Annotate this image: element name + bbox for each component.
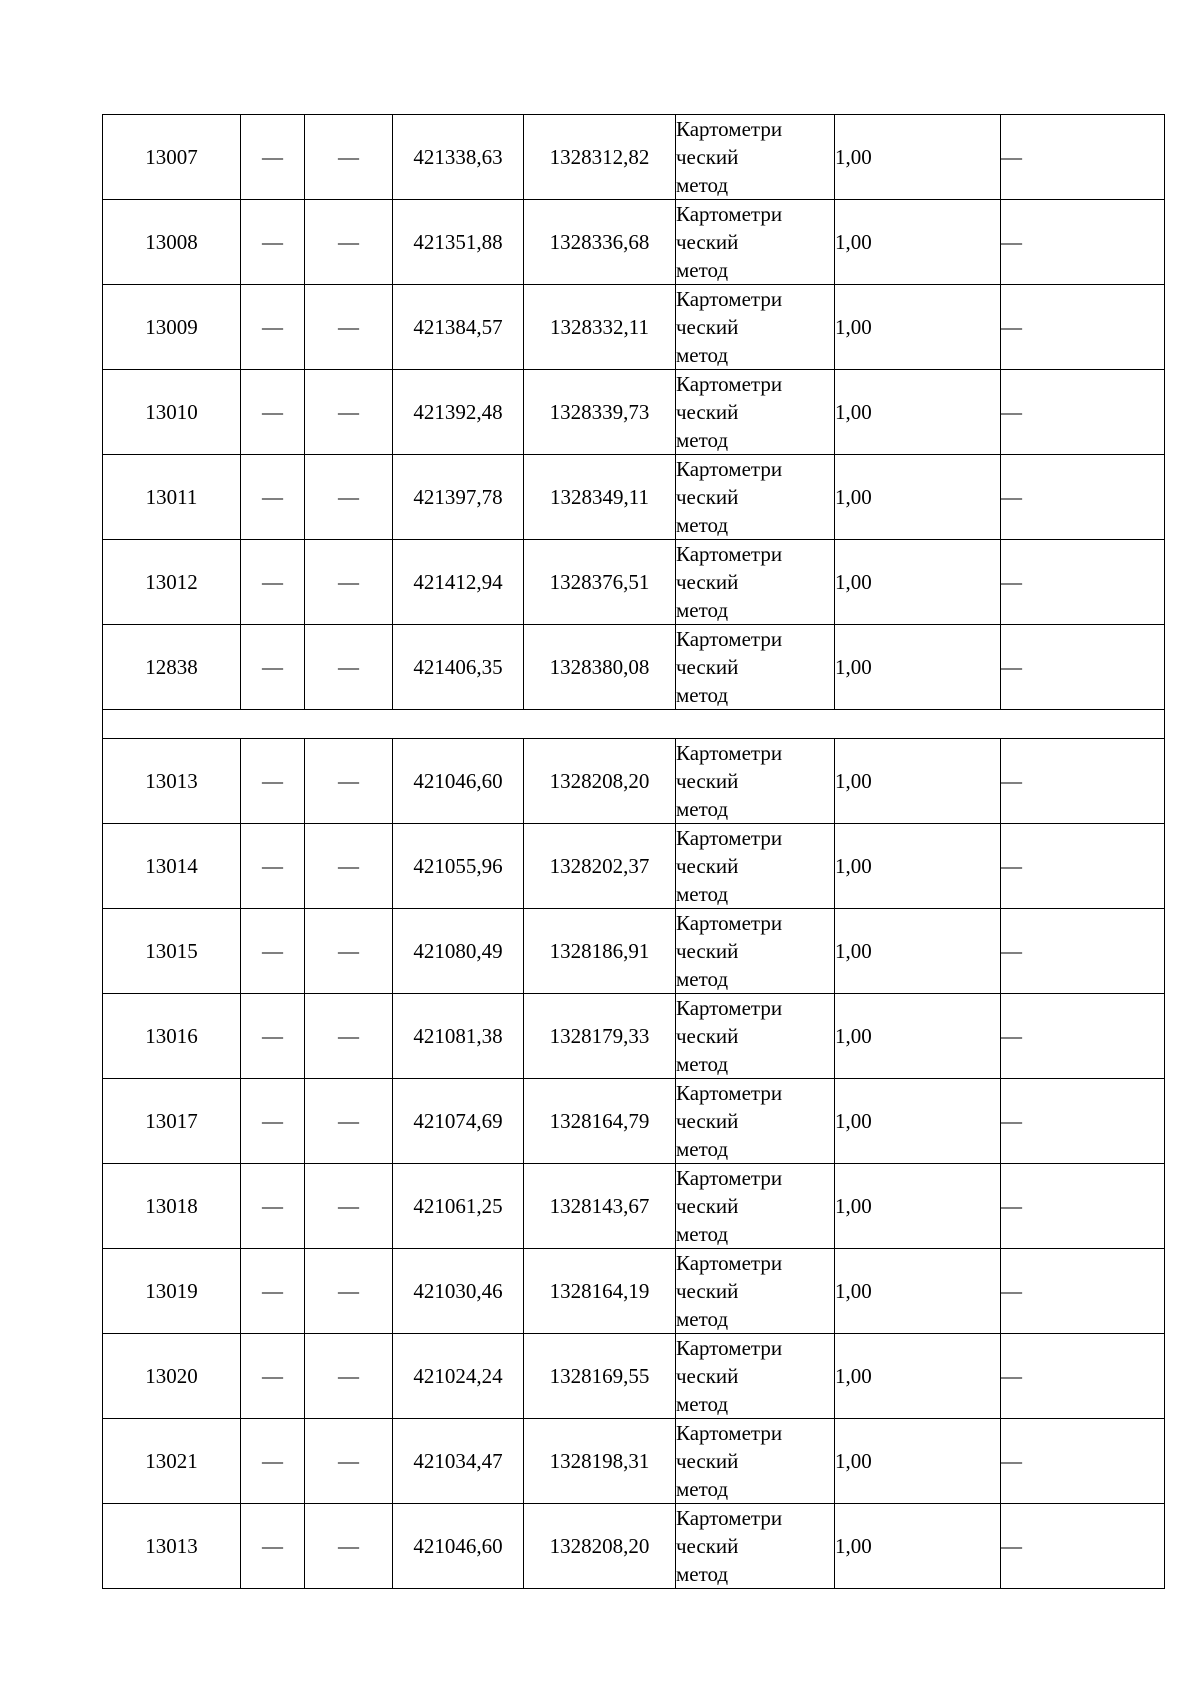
dash-cell: — [241, 1079, 305, 1164]
table-row [103, 1164, 1165, 1249]
x-coordinate-cell: 421397,78 [393, 455, 524, 540]
dash-cell: — [241, 370, 305, 455]
dash-cell: — [305, 994, 393, 1079]
dash-cell: — [305, 1504, 393, 1589]
accuracy-cell: 1,00 [835, 1504, 1001, 1589]
accuracy-cell: 1,00 [835, 1079, 1001, 1164]
y-coordinate-cell: 1328186,91 [524, 909, 676, 994]
dash-cell: — [305, 115, 393, 200]
dash-cell: — [305, 909, 393, 994]
dash-cell: — [305, 1419, 393, 1504]
point-number-cell: 13012 [103, 540, 241, 625]
y-coordinate-cell: 1328202,37 [524, 824, 676, 909]
point-number-cell: 13017 [103, 1079, 241, 1164]
table-row [103, 1334, 1165, 1419]
dash-cell: — [241, 540, 305, 625]
accuracy-cell: 1,00 [835, 739, 1001, 824]
x-coordinate-cell: 421055,96 [393, 824, 524, 909]
y-coordinate-cell: 1328169,55 [524, 1334, 676, 1419]
note-cell: — [1001, 824, 1165, 909]
note-cell: — [1001, 739, 1165, 824]
table-row [103, 455, 1165, 540]
dash-cell: — [305, 1079, 393, 1164]
y-coordinate-cell: 1328179,33 [524, 994, 676, 1079]
table-row [103, 824, 1165, 909]
x-coordinate-cell: 421024,24 [393, 1334, 524, 1419]
y-coordinate-cell: 1328336,68 [524, 200, 676, 285]
x-coordinate-cell: 421046,60 [393, 739, 524, 824]
accuracy-cell: 1,00 [835, 370, 1001, 455]
point-number-cell: 13007 [103, 115, 241, 200]
dash-cell: — [241, 1249, 305, 1334]
note-cell: — [1001, 1164, 1165, 1249]
table-row [103, 200, 1165, 285]
point-number-cell: 13021 [103, 1419, 241, 1504]
y-coordinate-cell: 1328349,11 [524, 455, 676, 540]
point-number-cell: 13013 [103, 1504, 241, 1589]
x-coordinate-cell: 421406,35 [393, 625, 524, 710]
x-coordinate-cell: 421351,88 [393, 200, 524, 285]
method-cell: Картометри ческий метод [676, 909, 835, 994]
note-cell: — [1001, 994, 1165, 1079]
dash-cell: — [241, 1504, 305, 1589]
dash-cell: — [305, 625, 393, 710]
note-cell: — [1001, 1249, 1165, 1334]
method-cell: Картометри ческий метод [676, 455, 835, 540]
table-row [103, 1079, 1165, 1164]
note-cell: — [1001, 540, 1165, 625]
dash-cell: — [241, 200, 305, 285]
method-cell: Картометри ческий метод [676, 1334, 835, 1419]
dash-cell: — [305, 370, 393, 455]
y-coordinate-cell: 1328208,20 [524, 739, 676, 824]
dash-cell: — [241, 739, 305, 824]
point-number-cell: 13018 [103, 1164, 241, 1249]
point-number-cell: 13014 [103, 824, 241, 909]
dash-cell: — [241, 1334, 305, 1419]
empty-divider-cell [103, 710, 1165, 739]
point-number-cell: 13015 [103, 909, 241, 994]
dash-cell: — [305, 1334, 393, 1419]
table-row [103, 115, 1165, 200]
table-row [103, 1419, 1165, 1504]
point-number-cell: 13016 [103, 994, 241, 1079]
method-cell: Картометри ческий метод [676, 739, 835, 824]
accuracy-cell: 1,00 [835, 909, 1001, 994]
y-coordinate-cell: 1328164,19 [524, 1249, 676, 1334]
point-number-cell: 13010 [103, 370, 241, 455]
dash-cell: — [305, 200, 393, 285]
note-cell: — [1001, 625, 1165, 710]
x-coordinate-cell: 421034,47 [393, 1419, 524, 1504]
x-coordinate-cell: 421412,94 [393, 540, 524, 625]
method-cell: Картометри ческий метод [676, 1249, 835, 1334]
table-body [103, 115, 1165, 1589]
y-coordinate-cell: 1328376,51 [524, 540, 676, 625]
x-coordinate-cell: 421074,69 [393, 1079, 524, 1164]
note-cell: — [1001, 455, 1165, 540]
note-cell: — [1001, 285, 1165, 370]
method-cell: Картометри ческий метод [676, 1504, 835, 1589]
method-cell: Картометри ческий метод [676, 285, 835, 370]
table-row [103, 739, 1165, 824]
accuracy-cell: 1,00 [835, 455, 1001, 540]
table-row [103, 1249, 1165, 1334]
dash-cell: — [305, 1164, 393, 1249]
dash-cell: — [305, 824, 393, 909]
y-coordinate-cell: 1328339,73 [524, 370, 676, 455]
x-coordinate-cell: 421392,48 [393, 370, 524, 455]
y-coordinate-cell: 1328208,20 [524, 1504, 676, 1589]
accuracy-cell: 1,00 [835, 285, 1001, 370]
dash-cell: — [305, 285, 393, 370]
dash-cell: — [305, 739, 393, 824]
dash-cell: — [241, 285, 305, 370]
dash-cell: — [305, 455, 393, 540]
x-coordinate-cell: 421046,60 [393, 1504, 524, 1589]
point-number-cell: 13019 [103, 1249, 241, 1334]
accuracy-cell: 1,00 [835, 994, 1001, 1079]
y-coordinate-cell: 1328143,67 [524, 1164, 676, 1249]
y-coordinate-cell: 1328198,31 [524, 1419, 676, 1504]
method-cell: Картометри ческий метод [676, 115, 835, 200]
dash-cell: — [241, 1164, 305, 1249]
method-cell: Картометри ческий метод [676, 370, 835, 455]
dash-cell: — [241, 909, 305, 994]
dash-cell: — [305, 1249, 393, 1334]
accuracy-cell: 1,00 [835, 1334, 1001, 1419]
note-cell: — [1001, 115, 1165, 200]
note-cell: — [1001, 1419, 1165, 1504]
method-cell: Картометри ческий метод [676, 1164, 835, 1249]
accuracy-cell: 1,00 [835, 824, 1001, 909]
y-coordinate-cell: 1328164,79 [524, 1079, 676, 1164]
x-coordinate-cell: 421384,57 [393, 285, 524, 370]
dash-cell: — [241, 115, 305, 200]
table-row [103, 625, 1165, 710]
x-coordinate-cell: 421080,49 [393, 909, 524, 994]
y-coordinate-cell: 1328332,11 [524, 285, 676, 370]
table-row [103, 909, 1165, 994]
point-number-cell: 13020 [103, 1334, 241, 1419]
accuracy-cell: 1,00 [835, 115, 1001, 200]
table-row [103, 540, 1165, 625]
method-cell: Картометри ческий метод [676, 625, 835, 710]
note-cell: — [1001, 1079, 1165, 1164]
y-coordinate-cell: 1328380,08 [524, 625, 676, 710]
dash-cell: — [241, 1419, 305, 1504]
method-cell: Картометри ческий метод [676, 540, 835, 625]
dash-cell: — [241, 455, 305, 540]
point-number-cell: 13011 [103, 455, 241, 540]
table-row [103, 994, 1165, 1079]
section-divider-row [103, 710, 1165, 739]
point-number-cell: 13008 [103, 200, 241, 285]
table-row [103, 370, 1165, 455]
method-cell: Картометри ческий метод [676, 824, 835, 909]
point-number-cell: 13009 [103, 285, 241, 370]
table-row [103, 285, 1165, 370]
accuracy-cell: 1,00 [835, 1249, 1001, 1334]
x-coordinate-cell: 421030,46 [393, 1249, 524, 1334]
dash-cell: — [305, 540, 393, 625]
accuracy-cell: 1,00 [835, 1419, 1001, 1504]
accuracy-cell: 1,00 [835, 1164, 1001, 1249]
note-cell: — [1001, 1504, 1165, 1589]
accuracy-cell: 1,00 [835, 540, 1001, 625]
table-row [103, 1504, 1165, 1589]
x-coordinate-cell: 421061,25 [393, 1164, 524, 1249]
method-cell: Картометри ческий метод [676, 200, 835, 285]
y-coordinate-cell: 1328312,82 [524, 115, 676, 200]
method-cell: Картометри ческий метод [676, 1079, 835, 1164]
dash-cell: — [241, 994, 305, 1079]
dash-cell: — [241, 824, 305, 909]
coordinates-table [102, 114, 1165, 1589]
accuracy-cell: 1,00 [835, 625, 1001, 710]
accuracy-cell: 1,00 [835, 200, 1001, 285]
point-number-cell: 13013 [103, 739, 241, 824]
note-cell: — [1001, 1334, 1165, 1419]
note-cell: — [1001, 909, 1165, 994]
note-cell: — [1001, 200, 1165, 285]
method-cell: Картометри ческий метод [676, 1419, 835, 1504]
dash-cell: — [241, 625, 305, 710]
note-cell: — [1001, 370, 1165, 455]
x-coordinate-cell: 421338,63 [393, 115, 524, 200]
point-number-cell: 12838 [103, 625, 241, 710]
x-coordinate-cell: 421081,38 [393, 994, 524, 1079]
method-cell: Картометри ческий метод [676, 994, 835, 1079]
